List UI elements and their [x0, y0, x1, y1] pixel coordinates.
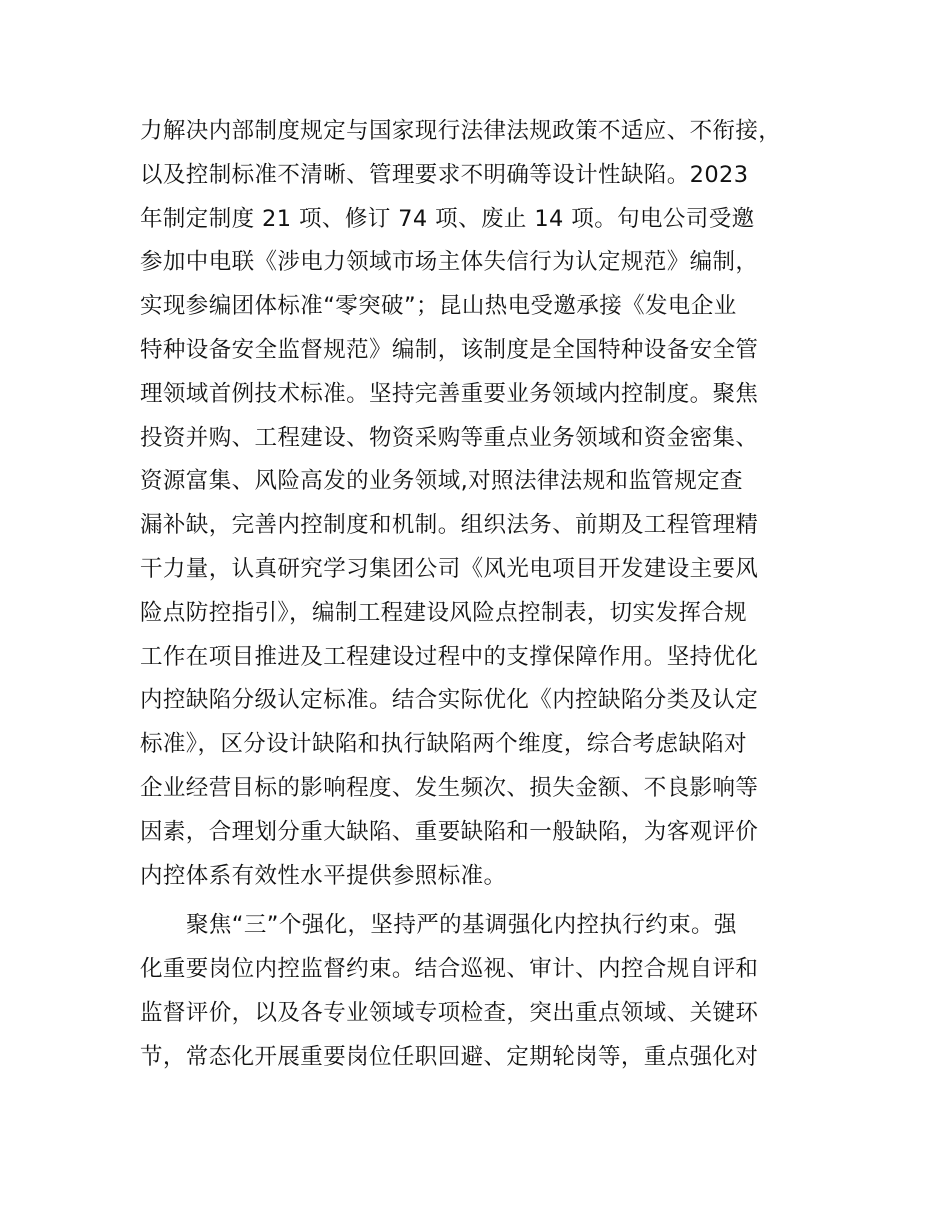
text-line: 投资并购、工程建设、物资采购等重点业务领域和资金密集、 [140, 424, 759, 451]
text-line: 年制定制度 21 项、修订 74 项、废止 14 项。句电公司受邀 [140, 205, 755, 232]
text-line: 内控缺陷分级认定标准。结合实际优化《内控缺陷分类及认定 [140, 687, 759, 714]
text-line: 标准》，区分设计缺陷和执行缺陷两个维度，综合考虑缺陷对 [140, 731, 748, 758]
text-line: 实现参编团体标准“零突破”；昆山热电受邀承接《发电企业 [140, 293, 737, 320]
text-line: 理领域首例技术标准。坚持完善重要业务领域内控制度。聚焦 [140, 380, 759, 407]
text-line: 聚焦“三”个强化，坚持严的基调强化内控执行约束。强 [186, 912, 737, 939]
paragraph-2 [140, 904, 830, 1079]
text-line: 资源富集、风险高发的业务领域,对照法律法规和监管规定查 [140, 468, 743, 495]
text-line: 监督评价，以及各专业领域专项检查，突出重点领域、关键环 [140, 999, 759, 1026]
text-line: 以及控制标准不清晰、管理要求不明确等设计性缺陷。2023 [140, 161, 749, 188]
text-line: 特种设备安全监督规范》编制，该制度是全国特种设备安全管 [140, 336, 759, 363]
text-line: 工作在项目推进及工程建设过程中的支撑保障作用。坚持优化 [140, 643, 759, 670]
document-body [140, 110, 830, 1080]
text-line: 险点防控指引》，编制工程建设风险点控制表，切实发挥合规 [140, 599, 748, 626]
text-line: 化重要岗位内控监督约束。结合巡视、审计、内控合规自评和 [140, 956, 759, 983]
text-line: 漏补缺，完善内控制度和机制。组织法务、前期及工程管理精 [140, 512, 759, 539]
text-line: 因素，合理划分重大缺陷、重要缺陷和一般缺陷，为客观评价 [140, 818, 759, 845]
text-line: 企业经营目标的影响程度、发生频次、损失金额、不良影响等 [140, 774, 759, 801]
text-line: 节，常态化开展重要岗位任职回避、定期轮岗等，重点强化对 [140, 1043, 759, 1070]
paragraph-1 [140, 110, 830, 898]
text-line: 力解决内部制度规定与国家现行法律法规政策不适应、不衔接， [140, 118, 782, 144]
text-line: 干力量，认真研究学习集团公司《风光电项目开发建设主要风 [140, 555, 759, 582]
text-line: 参加中电联《涉电力领域市场主体失信行为认定规范》编制， [140, 249, 759, 276]
text-line: 内控体系有效性水平提供参照标准。 [140, 862, 507, 889]
